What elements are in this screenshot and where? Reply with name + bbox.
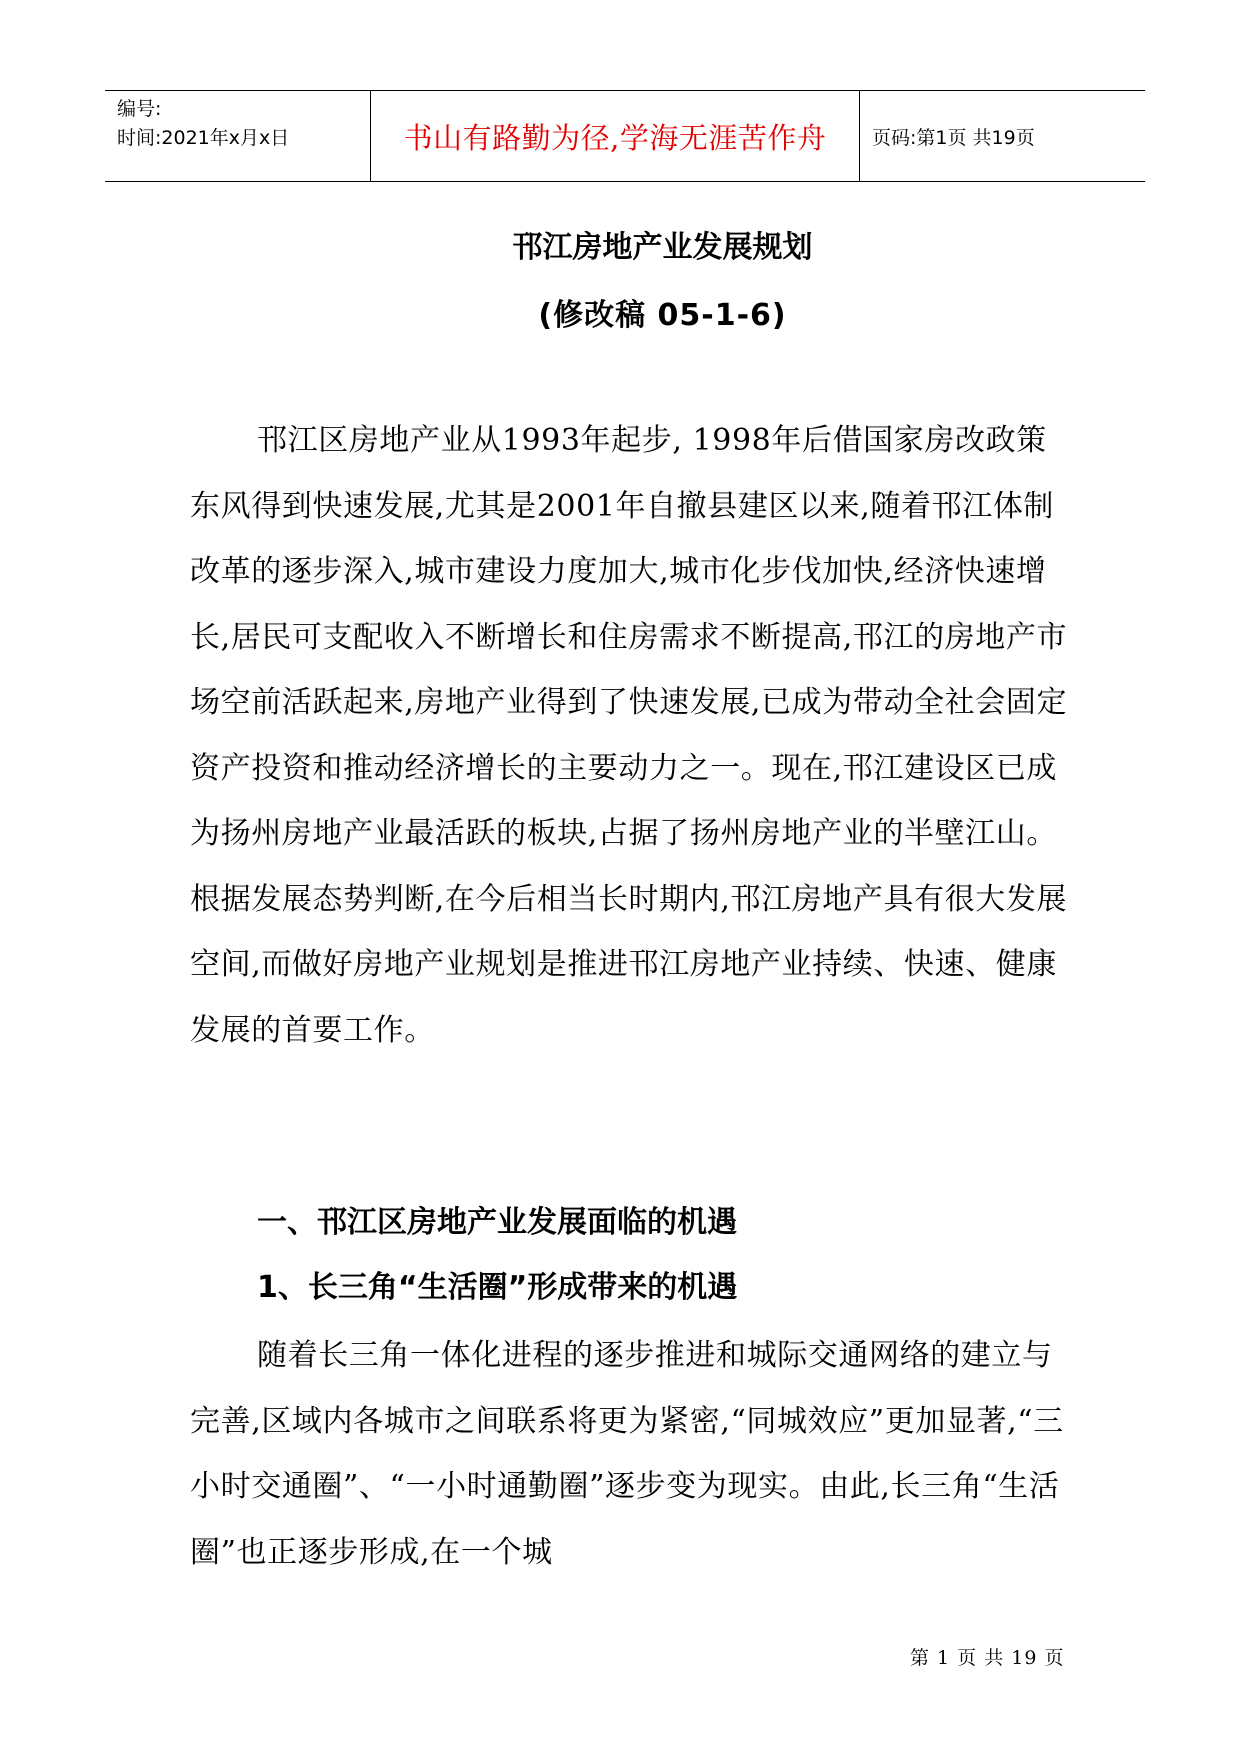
intro-paragraph: 邗江区房地产业从1993年起步, 1998年后借国家房改政策东风得到快速发展,尤其是2001年自撤县建区以来,随着邗江体制改革的逐步深入,城市建设力度加大,城市化步伐加快,经济快速增长,居民可支配收入不断增长和住房需求不断提高,邗江的房地产市场空前活跃起来,房地产业得到了快速发展,已成为带动全社会固定资产投资和推动经济增长的主要动力之一。现在,邗江建设区已成为扬州房地产业最活跃的板块,占据了扬州房地产业的半壁江山。根据发展态势判断,在今后相当长时期内,邗江房地产具有很大发展空间,而做好房地产业规划是推进邗江房地产业持续、快速、健康发展的首要工作。 [190, 423, 1068, 1048]
time-label: 时间:2021年x月x日 [117, 127, 290, 149]
section-heading: 一、邗江区房地产业发展面临的机遇 [257, 1205, 737, 1240]
header-page-cell [860, 91, 1145, 181]
document-subtitle: (修改稿 05-1-6) [538, 298, 787, 333]
header-motto: 书山有路勤为径,学海无涯苦作舟 [403, 120, 827, 155]
section-paragraph: 随着长三角一体化进程的逐步推进和城际交通网络的建立与完善,区域内各城市之间联系将更为紧密,“同城效应”更加显著,“三小时交通圈”、“一小时通勤圈”逐步变为现实。由此,长三角“生活圈”也正逐步形成,在一个城 [190, 1338, 1064, 1570]
header-meta [105, 91, 370, 181]
document-title: 邗江房地产业发展规划 [512, 230, 813, 265]
header-motto-cell [370, 91, 860, 181]
serial-label: 编号: [117, 98, 162, 120]
page-header [105, 90, 1145, 182]
subsection-heading: 1、长三角“生活圈”形成带来的机遇 [257, 1270, 738, 1305]
header-page-info: 页码:第1页 共19页 [872, 126, 1035, 149]
page-footer: 第 1 页 共 19 页 [910, 1647, 1065, 1669]
